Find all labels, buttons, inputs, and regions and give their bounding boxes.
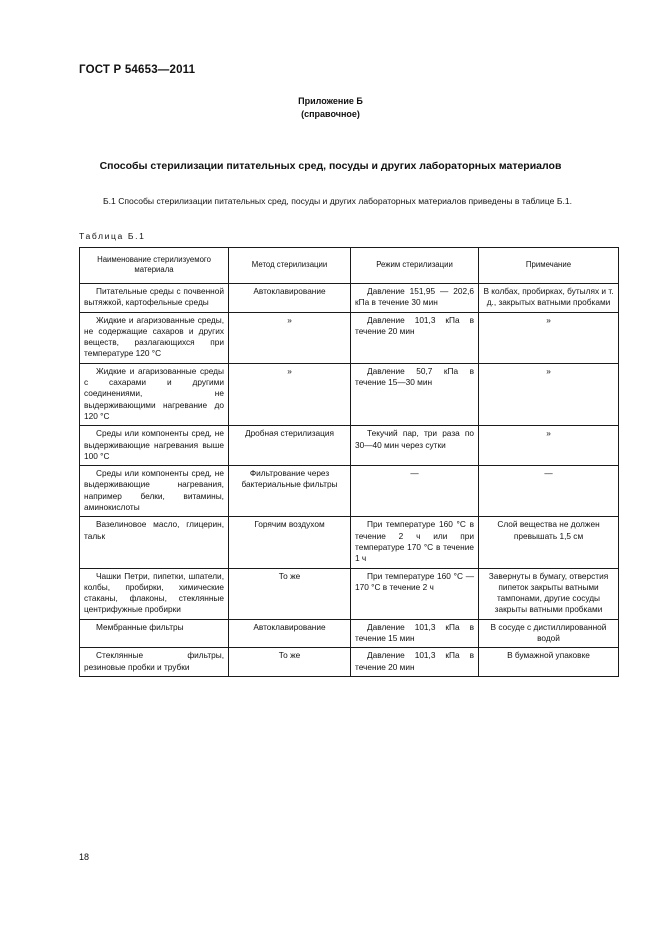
cell-material: Среды или компоненты сред, не выдерживающие нагревания, например белки, витамины, аминокислоты [80,466,229,517]
cell-note: В бумажной упаковке [479,648,619,677]
appendix-heading [0,95,661,121]
cell-method: То же [229,648,351,677]
cell-note: Слой вещества не должен превышать 1,5 см [479,517,619,568]
cell-mode: Давление 101,3 кПа в течение 15 мин [351,619,479,648]
cell-material: Среды или компоненты сред, не выдерживающие нагревания выше 100 °С [80,426,229,466]
cell-mode: — [351,466,479,517]
intro-paragraph [79,194,619,208]
table-row [80,466,619,517]
table-header-row [80,248,619,284]
cell-note: » [479,312,619,363]
cell-note: В сосуде с дистиллированной водой [479,619,619,648]
sterilization-table-container [79,247,618,677]
cell-method: » [229,312,351,363]
table-row [80,568,619,619]
cell-method: То же [229,568,351,619]
cell-material: Стеклянные фильтры, резиновые пробки и трубки [80,648,229,677]
table-row [80,619,619,648]
cell-note: В колбах, пробирках, бутылях и т. д., закрытых ватными пробками [479,284,619,313]
table-row [80,426,619,466]
intro-text: Б.1 Способы стерилизации питательных сред, посуды и других лабораторных материалов приведены в таблице Б.1. [103,196,573,206]
cell-mode: Давление 151,95 — 202,6 кПа в течение 30 мин [351,284,479,313]
header-note: Примечание [479,248,619,284]
cell-material: Вазелиновое масло, глицерин, тальк [80,517,229,568]
cell-method: Горячим воздухом [229,517,351,568]
cell-method: Автоклавирование [229,619,351,648]
cell-mode: Давление 101,3 кПа в течение 20 мин [351,648,479,677]
sterilization-table [79,247,619,677]
cell-method: Автоклавирование [229,284,351,313]
header-method: Метод стерилизации [229,248,351,284]
cell-method: Дробная стерилизация [229,426,351,466]
document-code: ГОСТ Р 54653—2011 [79,64,196,76]
header-material: Наименование стерилизуемого материала [80,248,229,284]
table-row [80,312,619,363]
cell-material: Мембранные фильтры [80,619,229,648]
table-row [80,648,619,677]
page-number: 18 [79,852,90,862]
cell-note: » [479,363,619,425]
cell-mode: При температуре 160 °С в течение 2 ч или при температуре 170 °С в течение 1 ч [351,517,479,568]
header-mode: Режим стерилизации [351,248,479,284]
cell-note: Завернуты в бумагу, отверстия пипеток закрыты ватными тампонами, другие сосуды закрыты ватными пробками [479,568,619,619]
cell-note: » [479,426,619,466]
table-row [80,517,619,568]
cell-method: Фильтрование через бактериальные фильтры [229,466,351,517]
cell-material: Чашки Петри, пипетки, шпатели, колбы, пробирки, химические стаканы, флаконы, стеклянные центрифужные пробирки [80,568,229,619]
cell-mode: При температуре 160 °С — 170 °С в течение 2 ч [351,568,479,619]
section-title: Способы стерилизации питательных сред, посуды и других лабораторных материалов [99,160,562,172]
cell-mode: Давление 101,3 кПа в течение 20 мин [351,312,479,363]
cell-mode: Давление 50,7 кПа в течение 15—30 мин [351,363,479,425]
appendix-title: Приложение Б [298,96,363,106]
table-row [80,284,619,313]
cell-note: — [479,466,619,517]
cell-mode: Текучий пар, три раза по 30—40 мин через сутки [351,426,479,466]
table-caption: Таблица Б.1 [79,231,146,241]
appendix-type: (справочное) [301,109,360,119]
cell-material: Питательные среды с почвенной вытяжкой, картофельные среды [80,284,229,313]
cell-material: Жидкие и агаризованные среды, не содержащие сахаров и других веществ, разлагающихся при температуре 120 °С [80,312,229,363]
table-row [80,363,619,425]
cell-material: Жидкие и агаризованные среды с сахарами и другими соединениями, не выдерживающими нагревание до 120 °С [80,363,229,425]
cell-method: » [229,363,351,425]
